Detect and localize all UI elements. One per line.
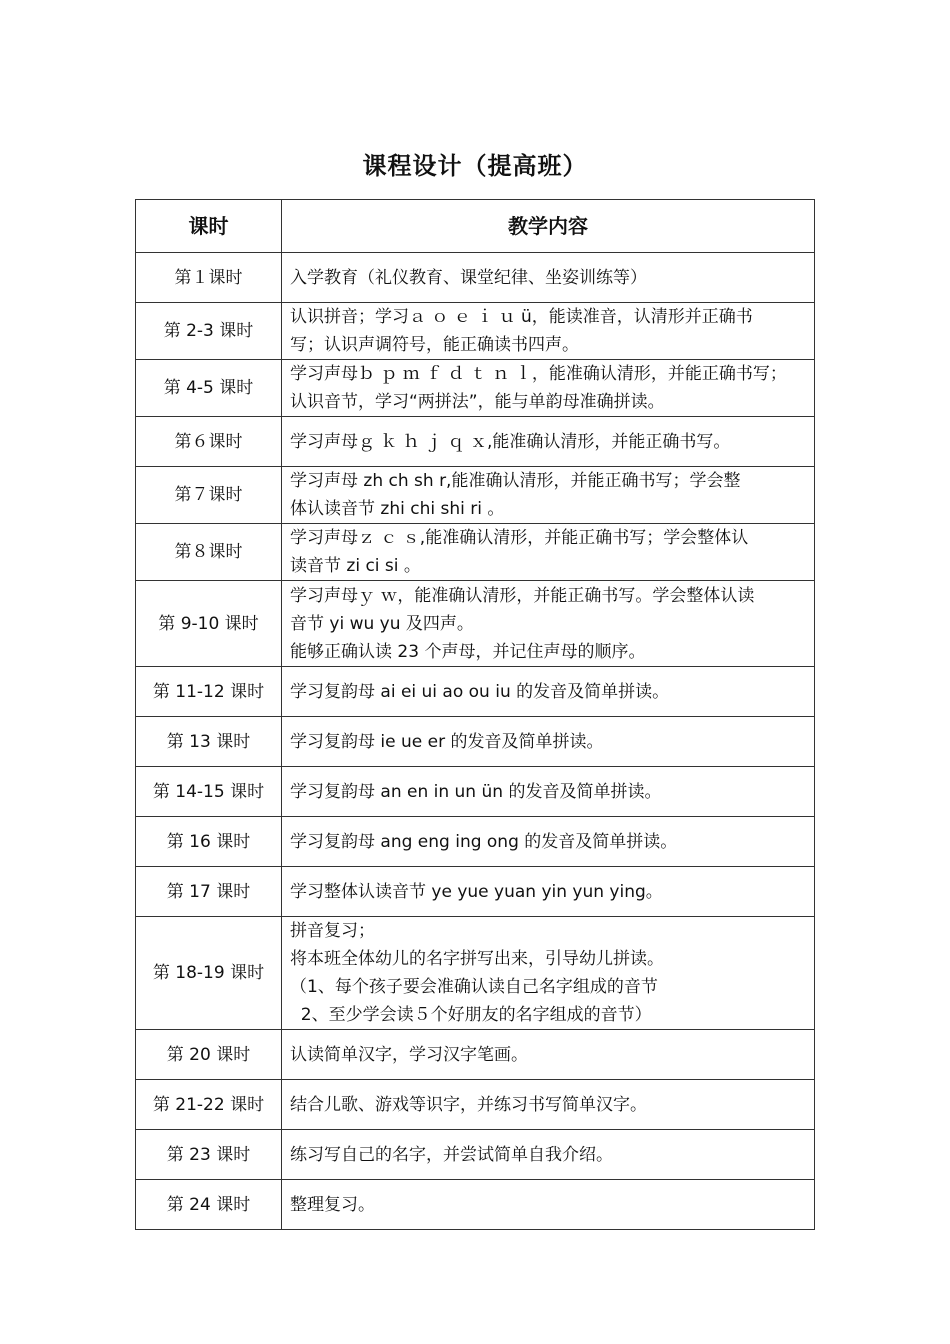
lesson-cell: 第 16 课时 (136, 817, 282, 867)
table-row (136, 467, 815, 524)
table-row (136, 417, 815, 467)
content-line: 将本班全体幼儿的名字拼写出来，引导幼儿拼读。 (290, 949, 664, 969)
table-row (136, 524, 815, 581)
content-cell (282, 667, 815, 717)
header-content: 教学内容 (282, 200, 815, 253)
table-row (136, 1130, 815, 1180)
content-cell (282, 867, 815, 917)
table-row (136, 717, 815, 767)
content-cell (282, 417, 815, 467)
table-row (136, 1030, 815, 1080)
content-cell (282, 917, 815, 1030)
content-cell (282, 817, 815, 867)
content-line: 音节 yi wu yu 及四声。 (290, 613, 474, 634)
content-line: 2、至少学会读５个好朋友的名字组成的音节） (290, 1005, 652, 1025)
lesson-cell: 第 4-5 课时 (136, 360, 282, 417)
table-row (136, 767, 815, 817)
table-row (136, 817, 815, 867)
content-cell (282, 467, 815, 524)
lesson-cell: 第６课时 (136, 417, 282, 467)
content-line: 学习整体认读音节 ye yue yuan yin yun ying。 (290, 881, 663, 902)
table-body (136, 253, 815, 1230)
content-line: 认读简单汉字，学习汉字笔画。 (290, 1044, 528, 1065)
content-line: 学习声母ｂ ｐ ｍ ｆ ｄ ｔ ｎ ｌ，能准确认清形，并能正确书写； (290, 364, 787, 384)
content-cell (282, 1030, 815, 1080)
lesson-cell: 第１课时 (136, 253, 282, 303)
content-cell (282, 717, 815, 767)
content-line: 学习复韵母 ie ue er 的发音及简单拼读。 (290, 731, 604, 752)
lesson-cell: 第 20 课时 (136, 1030, 282, 1080)
content-line: 读音节 zi ci si 。 (290, 556, 421, 576)
content-cell (282, 360, 815, 417)
lesson-cell: 第 21-22 课时 (136, 1080, 282, 1130)
content-line: 整理复习。 (290, 1194, 375, 1215)
lesson-cell: 第 2-3 课时 (136, 303, 282, 360)
content-line: 学习声母ｚ ｃ ｓ,能准确认清形，并能正确书写；学会整体认 (290, 528, 749, 548)
content-cell (282, 767, 815, 817)
page-title: 课程设计（提高班） (362, 152, 588, 180)
content-cell (282, 303, 815, 360)
content-line: 学习声母ｇ ｋ ｈ ｊ ｑ ｘ,能准确认清形，并能正确书写。 (290, 431, 731, 452)
content-cell (282, 524, 815, 581)
content-line: 结合儿歌、游戏等识字，并练习书写简单汉字。 (290, 1094, 647, 1115)
content-cell (282, 253, 815, 303)
content-line: 学习复韵母 an en in un ün 的发音及简单拼读。 (290, 781, 662, 802)
table-row (136, 303, 815, 360)
content-line: 体认读音节 zhi chi shi ri 。 (290, 499, 505, 519)
content-line: 入学教育（礼仪教育、课堂纪律、坐姿训练等） (290, 267, 647, 288)
content-line: 认识音节，学习“两拼法”，能与单韵母准确拼读。 (290, 392, 665, 412)
lesson-cell: 第８课时 (136, 524, 282, 581)
table-row (136, 253, 815, 303)
lesson-cell: 第 17 课时 (136, 867, 282, 917)
content-cell (282, 1180, 815, 1230)
lesson-cell: 第 18-19 课时 (136, 917, 282, 1030)
table-row (136, 1180, 815, 1230)
content-line: 学习声母ｙ ｗ，能准确认清形，并能正确书写。学会整体认读 (290, 585, 755, 606)
content-line: 拼音复习； (290, 921, 375, 941)
table-row (136, 1080, 815, 1130)
lesson-cell: 第 11-12 课时 (136, 667, 282, 717)
header-lesson: 课时 (136, 200, 282, 253)
content-line: 能够正确认读 23 个声母，并记住声母的顺序。 (290, 641, 646, 662)
table-row (136, 867, 815, 917)
table-row (136, 360, 815, 417)
lesson-cell: 第 14-15 课时 (136, 767, 282, 817)
curriculum-table (135, 199, 815, 1230)
table-row (136, 581, 815, 667)
content-cell (282, 581, 815, 667)
content-cell (282, 1080, 815, 1130)
content-line: 认识拼音；学习ａ ｏ ｅ ｉ ｕ ü，能读准音，认清形并正确书 (290, 307, 753, 327)
content-line: 练习写自己的名字，并尝试简单自我介绍。 (290, 1144, 613, 1165)
lesson-cell: 第 13 课时 (136, 717, 282, 767)
content-line: 学习声母 zh ch sh r,能准确认清形，并能正确书写；学会整 (290, 471, 741, 491)
lesson-cell: 第７课时 (136, 467, 282, 524)
content-line: （1、每个孩子要会准确认读自己名字组成的音节 (290, 977, 658, 997)
content-line: 学习复韵母 ai ei ui ao ou iu 的发音及简单拼读。 (290, 681, 670, 702)
content-cell (282, 1130, 815, 1180)
table-header-row (136, 200, 815, 253)
table-row (136, 667, 815, 717)
lesson-cell: 第 24 课时 (136, 1180, 282, 1230)
content-line: 学习复韵母 ang eng ing ong 的发音及简单拼读。 (290, 831, 678, 852)
content-line: 写；认识声调符号，能正确读书四声。 (290, 335, 579, 355)
lesson-cell: 第 9-10 课时 (136, 581, 282, 667)
table-row (136, 917, 815, 1030)
lesson-cell: 第 23 课时 (136, 1130, 282, 1180)
